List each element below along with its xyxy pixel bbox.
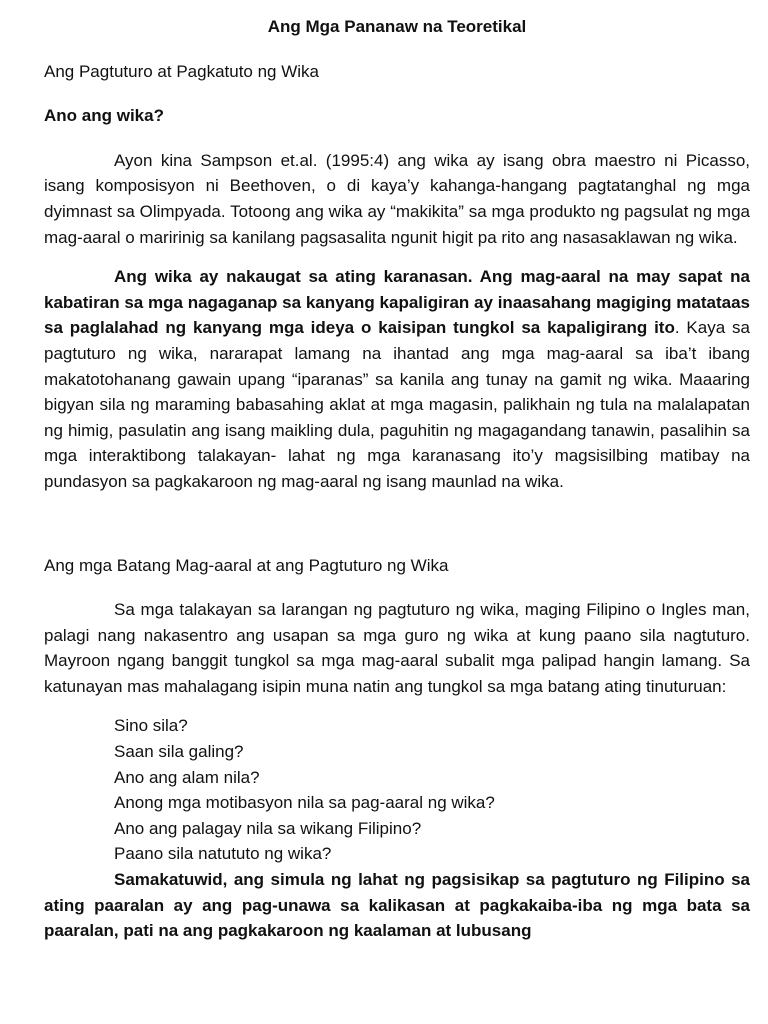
paragraph-karanasan xyxy=(44,264,750,494)
paragraph-karanasan-bold: Ang wika ay nakaugat sa ating karanasan. Ang mag-aaral na may sapat na kabatiran sa mga nagaganap sa kanyang kapaligiran ay inaasahang magiging matataas sa paglalahad ng kanyang mga ideya o kaisipan tungkol sa kapaligirang ito xyxy=(44,267,750,338)
section-gap xyxy=(44,509,750,553)
paragraph-samakatuwid: Samakatuwid, ang simula ng lahat ng pagsisikap sa pagtuturo ng Filipino sa ating paaralan ay ang pag-unawa sa kalikasan at pagkakaiba-iba ng mga bata sa paaralan, pati na ang pagkakaroon ng kaalaman at lubusang xyxy=(44,870,750,941)
document-page xyxy=(44,14,750,944)
list-item: Paano sila natututo ng wika? xyxy=(114,844,332,864)
question-heading: Ano ang wika? xyxy=(44,106,164,126)
paragraph-karanasan-rest: . Kaya sa pagtuturo ng wika, nararapat lamang na ihantad ang mga mag-aaral sa iba’t ibang makatotohanang gawain upang “iparanas” sa kanila ang tunay na gamit ng wika. Maaaring bigyan sila ng maraming babasahing aklat at mga magasin, palikhain ng tula na malalapatan ng himig, pasulatin ang isang maikling dula, paguhitin ng magagandang tanawin, pasalihin sa mga interaktibong talakayan- lahat ng mga karanasang ito’y magsisilbing matibay na pundasyon sa pagkakaroon ng mag-aaral ng isang maunlad na wika. xyxy=(44,318,750,491)
list-item: Ano ang alam nila? xyxy=(114,767,260,787)
paragraph-sampson: Ayon kina Sampson et.al. (1995:4) ang wika ay isang obra maestro ni Picasso, isang komposisyon ni Beethoven, o di kaya’y kahanga-hangang pagtatanghal ng mga dyimnast sa Olimpyada. Totoong ang wika ay “makikita” sa mga produkto ng pagsulat ng mga mag-aaral o maririnig sa kanilang pagsasalita ngunit higit pa rito ang nasasaklawan ng wika. xyxy=(44,150,750,247)
list-item: Saan sila galing? xyxy=(114,742,244,762)
list-item: Anong mga motibasyon nila sa pag-aaral ng wika? xyxy=(114,793,495,813)
document-title: Ang Mga Pananaw na Teoretikal xyxy=(267,17,527,36)
question-list xyxy=(114,713,750,867)
list-item: Sino sila? xyxy=(114,716,188,736)
list-item: Ano ang palagay nila sa wikang Filipino? xyxy=(114,818,422,838)
section-heading-batang-mag-aaral: Ang mga Batang Mag-aaral at ang Pagtuturo ng Wika xyxy=(44,555,449,575)
section-heading-pagtuturo: Ang Pagtuturo at Pagkatuto ng Wika xyxy=(44,61,320,81)
paragraph-talakayan: Sa mga talakayan sa larangan ng pagtuturo ng wika, maging Filipino o Ingles man, palagi nang nakasentro ang usapan sa mga guro ng wika at kung paano sila nagtuturo. Mayroon ngang banggit tungkol sa mga mag-aaral subalit mga palipad hangin lamang. Sa katunayan mas mahalagang isipin muna natin ang tungkol sa mga batang ating tinuturuan: xyxy=(44,600,750,696)
